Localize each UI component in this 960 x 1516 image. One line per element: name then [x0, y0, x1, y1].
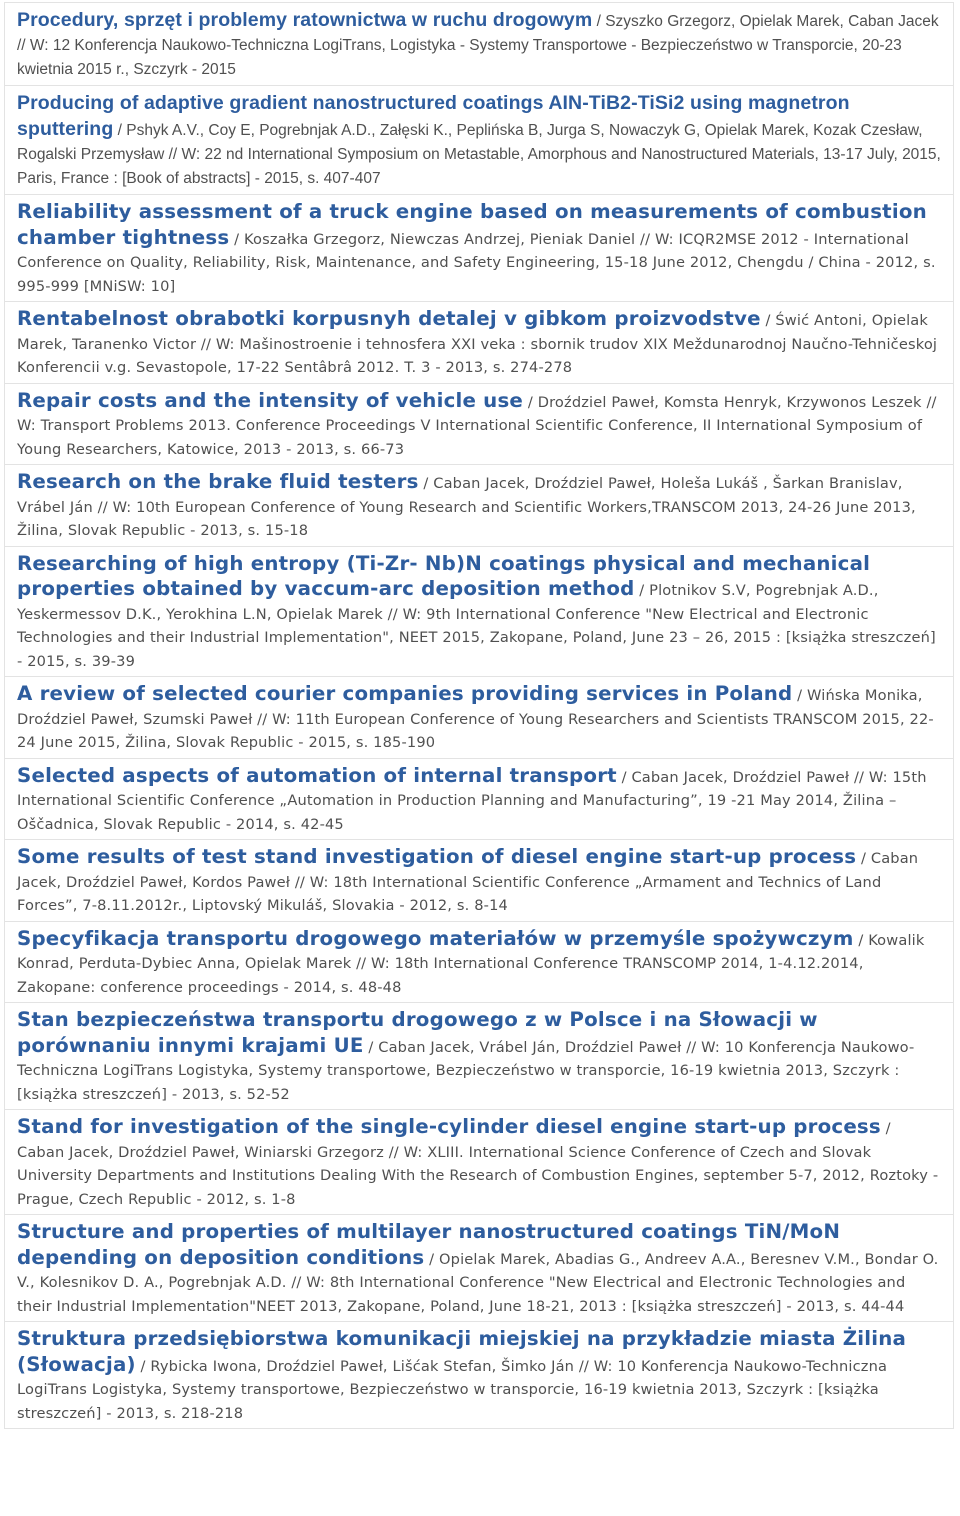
list-item — [4, 1321, 954, 1429]
list-item — [4, 758, 954, 840]
list-item — [4, 1002, 954, 1109]
publication-title[interactable]: Stan bezpieczeństwa transportu drogowego z w Polsce i na Słowacji w porównaniu innymi krajami UE — [17, 1008, 818, 1057]
publication-title[interactable]: Structure and properties of multilayer nanostructured coatings TiN/MoN depending on deposition conditions — [17, 1220, 841, 1269]
publication-details: / Caban Jacek, Droździel Paweł // W: 15th International Scientific Conference „Automation in Production Planning and Manufacturing”, 19 -21 May 2014, Žilina – Oščadnica, Slovak Republic - 2014, s. 42-45 — [17, 768, 927, 833]
publication-details: / Caban Jacek, Droździel Paweł, Holeša Lukáš , Šarkan Branislav, Vrábel Ján // W: 10th European Conference of Young Research and Scientific Workers,TRANSCOM 2013, 24-26 June 2013, Žilina, Slovak Republic - 2013, s. 15-18 — [17, 475, 916, 539]
publication-details: / Droździel Paweł, Komsta Henryk, Krzywonos Leszek // W: Transport Problems 2013. Conference Proceedings V International Scientific Conference, II International Symposium of Young Researchers, Katowice, 2013 - 2013, s. 66-73 — [17, 393, 937, 458]
publication-title[interactable]: A review of selected courier companies providing services in Poland — [17, 682, 793, 705]
publication-details: / Plotnikov S.V, Pogrebnjak A.D., Yeskermessov D.K., Yerokhina L.N, Opielak Marek // W: 9th International Conference "New Electrical and Electronic Technologies and their Industrial Implementation", NEET 2015, Zakopane, Poland, June 23 – 26, 2015 : [książka streszczeń] - 2015, s. 39-39 — [17, 582, 936, 670]
publication-title[interactable]: Producing of adaptive gradient nanostructured coatings AIN-TiB2-TiSi2 using magnetron sputtering — [17, 92, 850, 140]
publication-title[interactable]: Rentabelnost obrabotki korpusnyh detalej v gibkom proizvodstve — [17, 307, 761, 330]
publication-details: / Świć Antoni, Opielak Marek, Taranenko Victor // W: Mašinostroenie i tehnosfera XXI veka : sbornik trudov XIX Meždunarodnoj Naučno-Tehničeskoj Konferencii v.g. Sevastopole, 17-22 Sentâbrâ 2012. T. 3 - 2013, s. 274-278 — [17, 312, 938, 376]
publication-details: / Rybicka Iwona, Droździel Paweł, Lišćak Stefan, Šimko Ján // W: 10 Konferencja Naukowo-Techniczna LogiTrans Logistyka, Systemy transportowe, Bezpieczeństwo w transporcie, 16-19 kwietnia 2013, Szczyrk : [książka streszczeń] - 2013, s. 218-218 — [17, 1357, 888, 1422]
publication-details: / Caban Jacek, Vrábel Ján, Droździel Paweł // W: 10 Konferencja Naukowo-Techniczna LogiTrans Logistyka, Systemy transportowe, Bezpieczeństwo w transporcie, 16-19 kwietnia 2013, Szczyrk : [książka streszczeń] - 2013, s. 52-52 — [17, 1038, 915, 1103]
publication-title[interactable]: Procedury, sprzęt i problemy ratownictwa w ruchu drogowym — [17, 9, 593, 31]
publication-title[interactable]: Repair costs and the intensity of vehicle use — [17, 388, 524, 412]
list-item — [4, 546, 954, 677]
publication-title[interactable]: Reliability assessment of a truck engine based on measurements of combustion chamber tightness — [17, 200, 927, 249]
list-item — [4, 85, 954, 194]
list-item — [4, 464, 954, 546]
publication-details: / Opielak Marek, Abadias G., Andreev A.A., Beresnev V.M., Bondar O. V., Kolesnikov D. A., Pogrebnjak A.D. // W: 8th International Conference "New Electrical and Electronic Technologies and their Industrial Implementation"NEET 2013, Zakopane, Poland, June 18-21, 2013 : [książka streszczeń] - 2013, s. 44-44 — [17, 1250, 939, 1315]
publication-details: / Pshyk A.V., Coy E, Pogrebnjak A.D., Załęski K., Peplińska B, Jurga S, Nowaczyk G, Opielak Marek, Kozak Czesław, Rogalski Przemysław // W: 22 nd International Symposium on Metastable, Amorphous and Nanostructured Materials, 13-17 July, 2015, Paris, France : [Book of abstracts] - 2015, s. 407-407 — [17, 122, 941, 187]
publication-details: / Kowalik Konrad, Perduta-Dybiec Anna, Opielak Marek // W: 18th International Conference TRANSCOMP 2014, 1-4.12.2014, Zakopane: conference proceedings - 2014, s. 48-48 — [17, 931, 925, 996]
publication-title[interactable]: Stand for investigation of the single-cylinder diesel engine start-up process — [17, 1115, 881, 1138]
list-item — [4, 1214, 954, 1321]
publication-details: / Koszałka Grzegorz, Niewczas Andrzej, Pieniak Daniel // W: ICQR2MSE 2012 - International Conference on Quality, Reliability, Risk, Maintenance, and Safety Engineering, 15-18 June 2012, Chengdu / China - 2012, s. 995-999 [MNiSW: 10] — [17, 230, 936, 295]
list-item — [4, 2, 954, 85]
publication-list — [4, 2, 954, 1429]
list-item — [4, 921, 954, 1003]
list-item — [4, 1109, 954, 1214]
publication-title[interactable]: Struktura przedsiębiorstwa komunikacji miejskiej na przykładzie miasta Żilina (Słowacja) — [17, 1327, 907, 1376]
list-item — [4, 839, 954, 921]
publication-details: / Szyszko Grzegorz, Opielak Marek, Caban Jacek // W: 12 Konferencja Naukowo-Techniczna LogiTrans, Logistyka - Systemy Transportowe - Bezpieczeństwo w Transporcie, 20-23 kwietnia 2015 r., Szczyrk - 2015 — [17, 13, 939, 78]
publication-details: / Wińska Monika, Droździel Paweł, Szumski Paweł // W: 11th European Conference of Young Researchers and Scientists TRANSCOM 2015, 22-24 June 2015, Žilina, Slovak Republic - 2015, s. 185-190 — [17, 687, 934, 751]
publication-title[interactable]: Researching of high entropy (Ti-Zr- Nb)N coatings physical and mechanical properties obtained by vaccum-arc deposition method — [17, 551, 871, 600]
list-item — [4, 301, 954, 383]
publication-title[interactable]: Some results of test stand investigation of diesel engine start-up process — [17, 845, 857, 868]
list-item — [4, 676, 954, 758]
publication-details: / Caban Jacek, Droździel Paweł, Kordos Paweł // W: 18th International Scientific Conference „Armament and Technics of Land Forces”, 7-8.11.2012r., Liptovský Mikuláš, Slovakia - 2012, s. 8-14 — [17, 850, 919, 914]
publication-title[interactable]: Selected aspects of automation of internal transport — [17, 763, 617, 787]
list-item — [4, 383, 954, 465]
publication-details: / Caban Jacek, Droździel Paweł, Winiarski Grzegorz // W: XLIII. International Science Conference of Czech and Slovak University Departments and Institutions Dealing With the Research of Combustion Engines, september 5-7, 2012, Roztoky - Prague, Czech Republic - 2012, s. 1-8 — [17, 1120, 939, 1208]
publication-title[interactable]: Research on the brake fluid testers — [17, 470, 419, 493]
list-item — [4, 194, 954, 301]
publication-title[interactable]: Specyfikacja transportu drogowego materiałów w przemyśle spożywczym — [17, 926, 854, 950]
